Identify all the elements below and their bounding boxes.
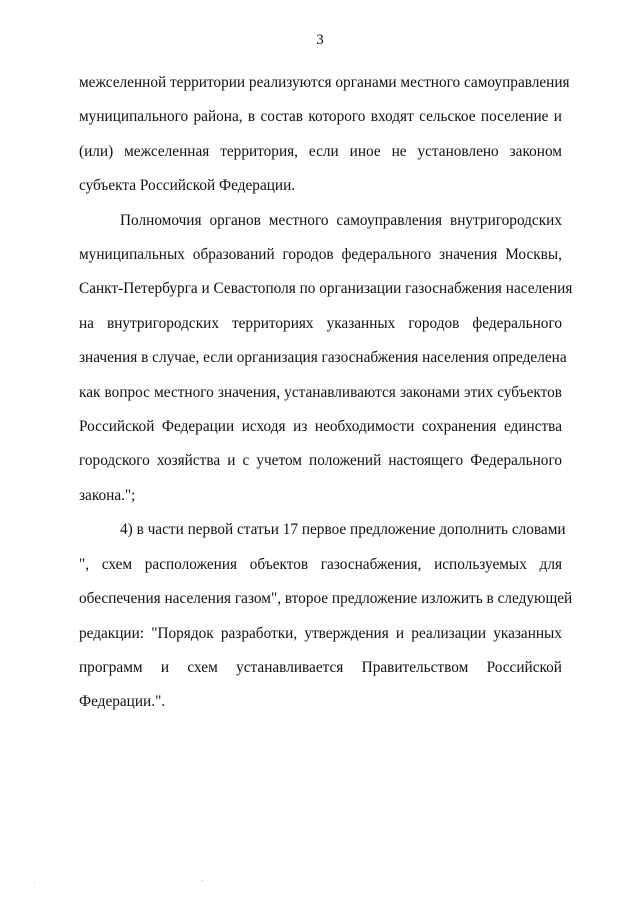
document-body [79,66,573,720]
paragraph-2 [79,204,573,514]
text-line: на внутригородских территориях указанных городов федерального [79,314,562,332]
text-line: значения в случае, если организация газоснабжения населения определена [79,349,567,367]
page-number: 3 [316,32,324,48]
text-line: Российской Федерации исходя из необходимости сохранения единства [79,418,562,436]
paragraph-1 [79,66,570,204]
text-line: 4) в части первой статьи 17 первое предложение дополнить словами [120,521,566,539]
text-line: субъекта Российской Федерации. [79,177,296,195]
text-line: как вопрос местного значения, устанавливаются законами этих субъектов [79,383,562,401]
text-line: программ и схем устанавливается Правительством Российской [79,658,562,676]
text-line: Федерации.". [79,693,166,711]
scan-speck [202,880,203,881]
text-line: муниципальных образований городов федерального значения Москвы, [79,246,562,264]
scan-speck [34,882,35,883]
text-line: городского хозяйства и с учетом положений настоящего Федерального [79,452,562,470]
text-line: Санкт-Петербурга и Севастополя по организации газоснабжения населения [79,280,573,298]
text-line: ", схем расположения объектов газоснабжения, используемых для [79,555,562,573]
text-line: (или) межселенная территория, если иное не установлено законом [79,142,562,160]
paragraph-3 [79,513,573,719]
text-line: Полномочия органов местного самоуправления внутригородских [120,211,562,229]
text-line: обеспечения населения газом", второе предложение изложить в следующей [79,590,573,608]
text-line: муниципального района, в состав которого входят сельское поселение и [79,108,562,126]
text-line: редакции: "Порядок разработки, утверждения и реализации указанных [79,624,562,642]
text-line: закона."; [79,486,136,504]
text-line: межселенной территории реализуются органами местного самоуправления [79,74,570,91]
